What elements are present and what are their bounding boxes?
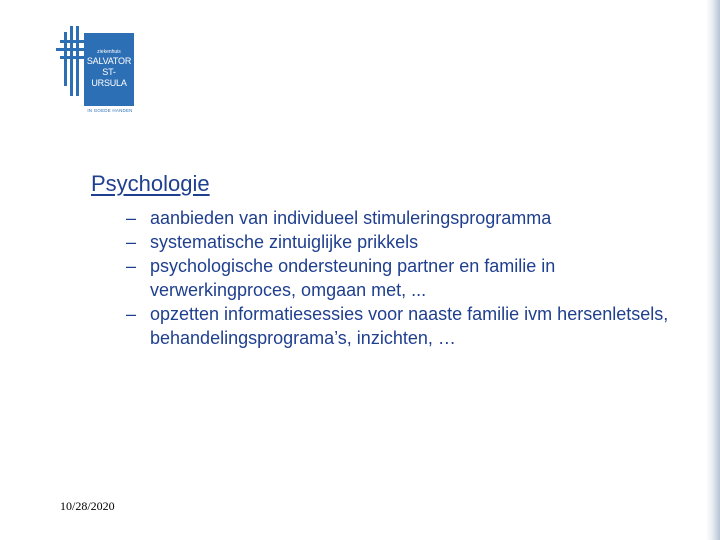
bullet-text: psychologische ondersteuning partner en familie in verwerkingproces, omgaan met, ...: [150, 256, 556, 300]
edge-gradient-band: [706, 0, 720, 540]
bullet-text: aanbieden van individueel stimuleringsprogramma: [150, 208, 552, 228]
logo-name-line1: SALVATOR: [86, 56, 132, 66]
logo-text: [86, 49, 132, 89]
hospital-logo: [56, 26, 138, 122]
slide-heading: Psychologie: [91, 171, 210, 196]
bullet-dash: –: [126, 256, 137, 276]
list-item: [126, 206, 686, 230]
logo-tagline: IN GOEDE HANDEN: [87, 108, 133, 113]
list-item: [126, 254, 686, 302]
logo-small-text: ziekenhuis: [97, 49, 121, 55]
bullet-text: systematische zintuiglijke prikkels: [150, 232, 419, 252]
list-item: [126, 230, 686, 254]
bullet-text: opzetten informatiesessies voor naaste familie ivm hersenletsels, behandelingsprograma’s, inzichten, …: [150, 304, 669, 348]
bullet-dash: –: [126, 304, 137, 324]
logo-name-line2: ST-URSULA: [91, 67, 127, 88]
slide-date: 10/28/2020: [60, 499, 115, 513]
list-item: [126, 302, 686, 350]
bullet-dash: –: [126, 232, 137, 252]
bullet-dash: –: [126, 208, 137, 228]
bullet-list: [126, 206, 686, 350]
